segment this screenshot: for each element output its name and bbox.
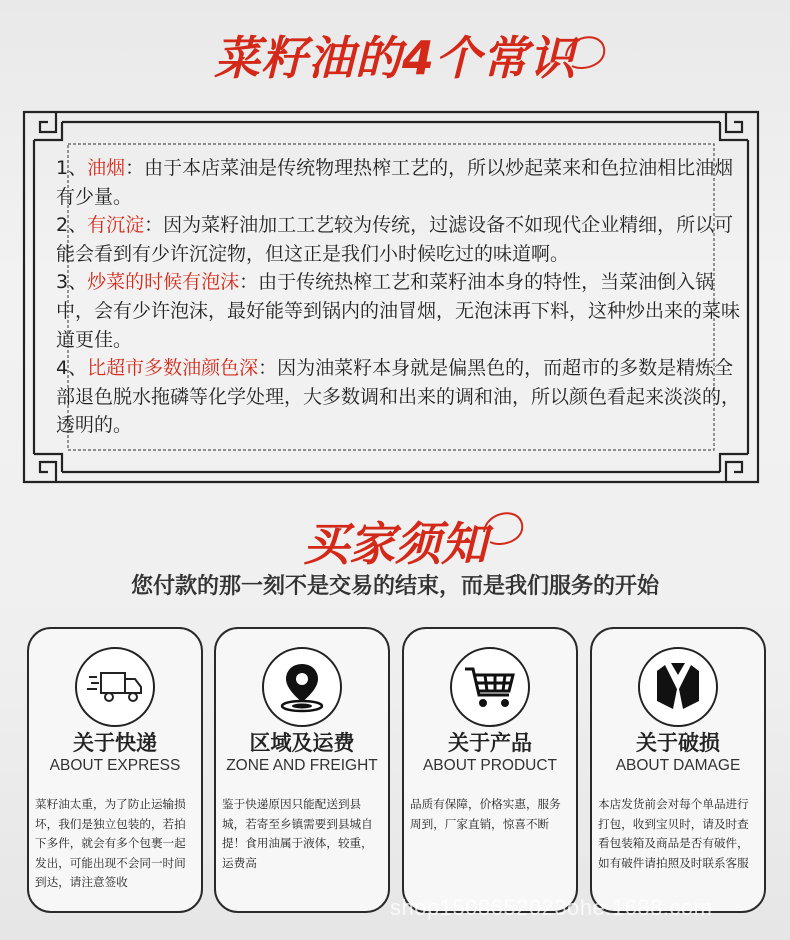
note-item: 3、炒菜的时候有泡沫：由于传统热榨工艺和菜籽油本身的特性，当菜油倒入锅中，会有少许泡沫，最好能等到锅内的油冒烟，无泡沫再下料，这种炒出来的菜味道更佳。 bbox=[56, 271, 741, 351]
note-key: 比超市多数油颜色深 bbox=[87, 357, 259, 380]
note-item: 1、油烟：由于本店菜油是传统物理热榨工艺的，所以炒起菜来和色拉油相比油烟有少量。 bbox=[56, 157, 734, 208]
card-title: 区域及运费 bbox=[249, 731, 355, 755]
note-item: 4、比超市多数油颜色深：因为油菜籽本身就是偏黑色的，而超市的多数是精炼全部退色脱水拖磷等化学处理，大多数调和出来的调和油，所以颜色看起来淡淡的，透明的。 bbox=[56, 357, 741, 437]
note-key: 油烟 bbox=[87, 157, 126, 179]
note-key: 有沉淀 bbox=[87, 214, 145, 237]
watermark: shop1508652023ohe.1688.com bbox=[390, 895, 713, 920]
map-pin-icon bbox=[262, 647, 342, 727]
card-subtitle: ZONE AND FREIGHT bbox=[226, 757, 378, 774]
card-text: 鉴于快递原因只能配送到县城，若寄至乡镇需要到县城自提！食用油属于液体，较重，运费高 bbox=[222, 797, 373, 870]
swirl-decoration-1 bbox=[560, 26, 610, 76]
card-title: 关于产品 bbox=[448, 731, 532, 755]
card-text: 品质有保障，价格实惠，服务周到，厂家直销，惊喜不断 bbox=[410, 797, 561, 831]
shopping-cart-icon bbox=[450, 647, 530, 727]
note-key: 炒菜的时候有泡沫 bbox=[87, 271, 240, 294]
card-title: 关于破损 bbox=[636, 731, 720, 755]
suit-collar-icon bbox=[638, 647, 718, 727]
card-subtitle: ABOUT EXPRESS bbox=[49, 757, 181, 774]
card-text: 本店发货前会对每个单品进行打包，收到宝贝时，请及时查看包装箱及商品是否有破件，如有破件请拍照及时联系客服 bbox=[598, 797, 749, 870]
card-zone bbox=[214, 627, 390, 913]
card-subtitle: ABOUT DAMAGE bbox=[615, 757, 741, 774]
note-item: 2、有沉淀：因为菜籽油加工工艺较为传统，过滤设备不如现代企业精细，所以可能会看到有少许沉淀物，但这正是我们小时候吃过的味道啊。 bbox=[56, 214, 734, 265]
truck-icon bbox=[75, 647, 155, 727]
card-express bbox=[27, 627, 203, 913]
section1-title: 菜籽油的4个常识 bbox=[213, 31, 576, 85]
card-damage bbox=[590, 627, 766, 913]
swirl-decoration-2 bbox=[478, 502, 528, 552]
card-subtitle: ABOUT PRODUCT bbox=[422, 757, 558, 774]
section2-subtitle: 您付款的那一刻不是交易的结束，而是我们服务的开始 bbox=[130, 574, 659, 599]
card-product bbox=[402, 627, 578, 913]
card-text: 菜籽油太重，为了防止运输损坏，我们是独立包装的，若拍下多件，就会有多个包裹一起发出，可能出现不会同一时间到达，请注意签收 bbox=[35, 797, 186, 889]
notes-list bbox=[56, 154, 746, 440]
card-title: 关于快递 bbox=[73, 731, 157, 755]
section2-title: 买家须知 bbox=[303, 517, 487, 571]
